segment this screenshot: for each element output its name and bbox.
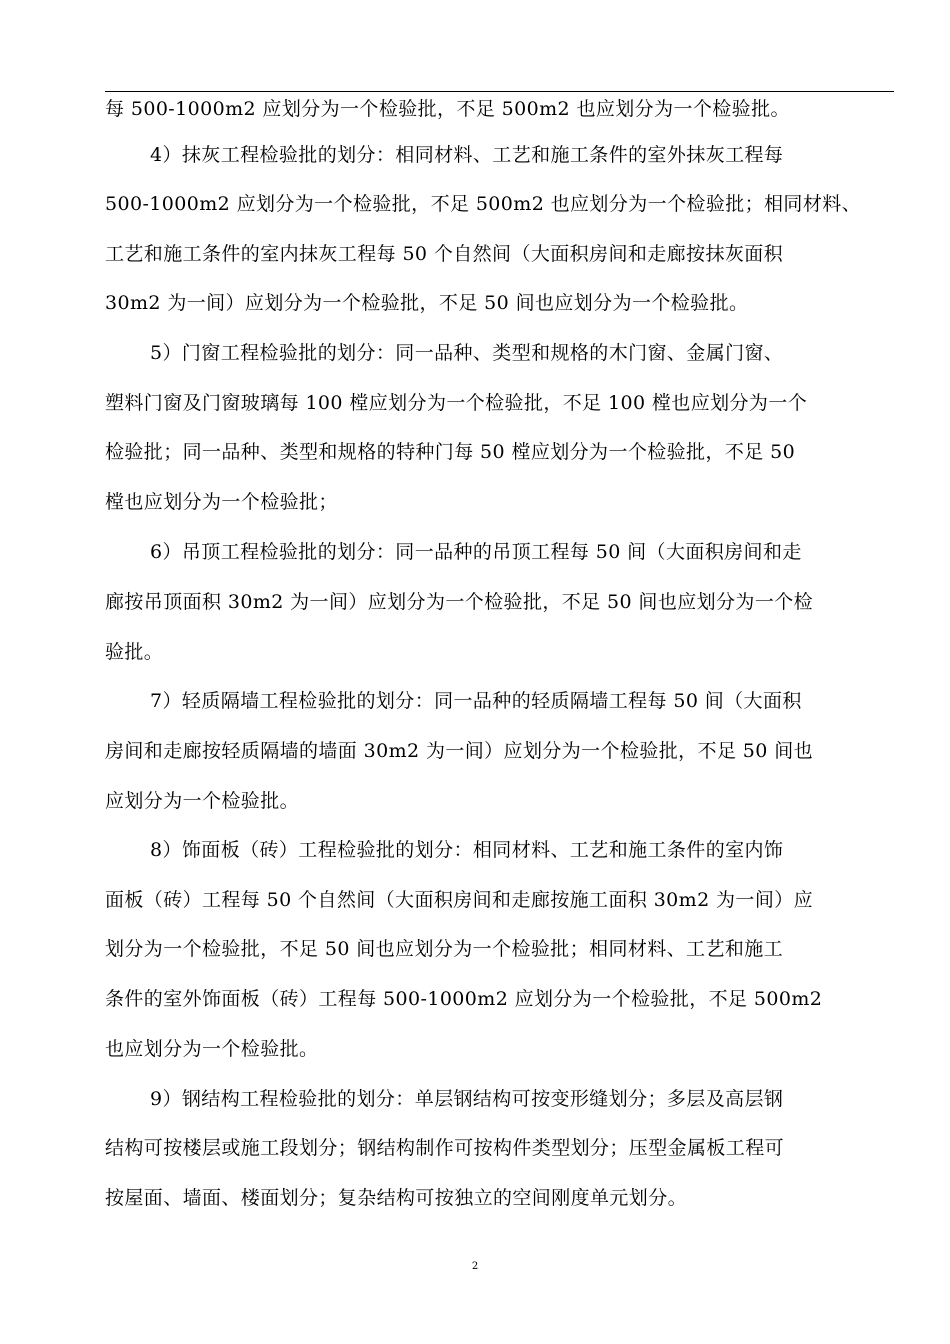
text-line: 按屋面、墙面、楼面划分；复杂结构可按独立的空间刚度单元划分。	[105, 1187, 688, 1209]
page-number: 2	[471, 1261, 479, 1272]
text-line: 也应划分为一个检验批。	[105, 1038, 319, 1060]
text-line: 30m2 为一间）应划分为一个检验批，不足 50 间也应划分为一个检验批。	[105, 292, 749, 314]
paragraph-6-start: 6）吊顶工程检验批的划分：同一品种的吊顶工程每 50 间（大面积房间和走	[150, 541, 802, 563]
text-line: 面板（砖）工程每 50 个自然间（大面积房间和走廊按施工面积 30m2 为一间）应	[105, 889, 814, 911]
paragraph-7-start: 7）轻质隔墙工程检验批的划分：同一品种的轻质隔墙工程每 50 间（大面积	[150, 690, 802, 712]
text-line: 房间和走廊按轻质隔墙的墙面 30m2 为一间）应划分为一个检验批，不足 50 间也	[105, 740, 814, 762]
paragraph-9-start: 9）钢结构工程检验批的划分：单层钢结构可按变形缝划分；多层及高层钢	[150, 1088, 784, 1110]
text-line: 工艺和施工条件的室内抹灰工程每 50 个自然间（大面积房间和走廊按抹灰面积	[105, 243, 784, 265]
text-line: 结构可按楼层或施工段划分；钢结构制作可按构件类型划分；压型金属板工程可	[105, 1137, 785, 1159]
text-line: 廊按吊顶面积 30m2 为一间）应划分为一个检验批，不足 50 间也应划分为一个检	[105, 591, 814, 613]
paragraph-5-start: 5）门窗工程检验批的划分：同一品种、类型和规格的木门窗、金属门窗、	[150, 342, 784, 364]
paragraph-4-start: 4）抹灰工程检验批的划分：相同材料、工艺和施工条件的室外抹灰工程每	[150, 144, 784, 166]
text-line: 检验批；同一品种、类型和规格的特种门每 50 樘应划分为一个检验批，不足 50	[105, 441, 796, 463]
text-line: 划分为一个检验批，不足 50 间也应划分为一个检验批；相同材料、工艺和施工	[105, 938, 784, 960]
text-line: 条件的室外饰面板（砖）工程每 500-1000m2 应划分为一个检验批，不足 500m2	[105, 988, 823, 1010]
text-line: 塑料门窗及门窗玻璃每 100 樘应划分为一个检验批，不足 100 樘也应划分为一个	[105, 392, 808, 414]
text-line: 500-1000m2 应划分为一个检验批，不足 500m2 也应划分为一个检验批；相同材料、	[105, 193, 862, 215]
paragraph-8-start: 8）饰面板（砖）工程检验批的划分：相同材料、工艺和施工条件的室内饰	[150, 839, 784, 861]
text-line: 验批。	[105, 641, 164, 663]
text-line: 樘也应划分为一个检验批；	[105, 491, 338, 513]
text-line: 每 500-1000m2 应划分为一个检验批，不足 500m2 也应划分为一个检验批。	[105, 98, 790, 120]
header-rule	[105, 91, 894, 92]
text-line: 应划分为一个检验批。	[105, 790, 300, 812]
